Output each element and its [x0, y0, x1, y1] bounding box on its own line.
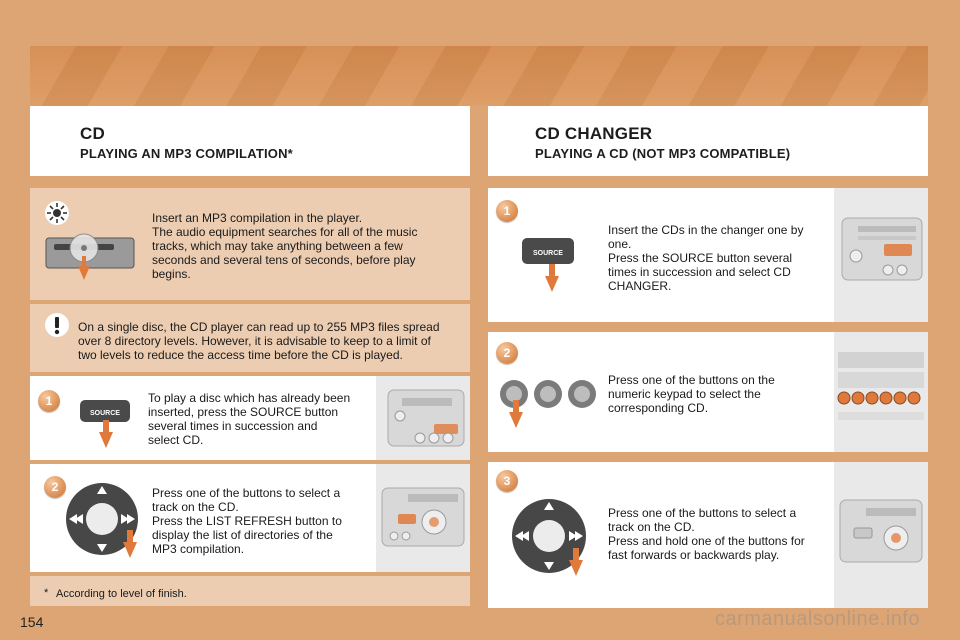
right-subtitle: PLAYING A CD (NOT MP3 COMPATIBLE)	[535, 146, 791, 161]
left-step2-badge: 2	[44, 476, 66, 498]
insert-text: Insert an MP3 compilation in the player. The audio equipment searches for all of the music tracks, which may take anything between a few seconds and several tens of seconds, before play begins.	[152, 211, 418, 281]
cd-player-illustration	[44, 230, 136, 282]
right-step2-badge: 2	[496, 342, 518, 364]
warning-text: On a single disc, the CD player can read up to 255 MP3 files spread over 8 directory levels. However, it is advisable to keep to a limit of two levels to reduce the access time before the CD is played.	[78, 320, 440, 362]
left-step1-badge: 1	[38, 390, 60, 412]
watermark-text: carmanualsonline.info	[714, 608, 920, 630]
right-source-button-label: SOURCE	[533, 250, 563, 257]
left-step2-text: Press one of the buttons to select a track on the CD. Press the LIST REFRESH button to display the list of directories of the MP3 compilation.	[152, 486, 342, 556]
footnote-mark: *	[44, 587, 49, 599]
left-title: CD	[80, 124, 105, 143]
numeric-keypad-illustration	[498, 374, 598, 430]
right-step1-thumb	[834, 188, 928, 322]
right-step2-text: Press one of the buttons on the numeric keypad to select the corresponding CD.	[608, 373, 775, 415]
right-step1-text: Insert the CDs in the changer one by one. Press the SOURCE button several times in succession and select CD CHANGER.	[608, 223, 804, 293]
footnote-text: According to level of finish.	[56, 588, 187, 600]
right-step1-badge: 1	[496, 200, 518, 222]
header-band	[30, 46, 928, 106]
source-button-label: SOURCE	[90, 410, 120, 417]
left-step1-text: To play a disc which has already been inserted, press the SOURCE button several times in succession and select CD.	[148, 391, 351, 447]
right-step3-badge: 3	[496, 470, 518, 492]
right-direction-pad-illustration	[506, 494, 592, 578]
source-button-illustration	[78, 394, 134, 450]
direction-pad-illustration	[60, 478, 144, 560]
right-step2-thumb	[834, 332, 928, 452]
page-number: 154	[20, 614, 44, 630]
sun-icon	[44, 200, 70, 226]
left-step1-thumb	[376, 376, 470, 460]
left-subtitle: PLAYING AN MP3 COMPILATION*	[80, 146, 293, 161]
left-step2-thumb	[376, 464, 470, 572]
right-title: CD CHANGER	[535, 124, 653, 143]
right-step3-thumb	[834, 462, 928, 608]
right-source-button-illustration	[520, 236, 580, 294]
right-step3-text: Press one of the buttons to select a track on the CD. Press and hold one of the buttons for fast forwards or backwards play.	[608, 506, 805, 562]
exclamation-icon	[44, 312, 70, 338]
